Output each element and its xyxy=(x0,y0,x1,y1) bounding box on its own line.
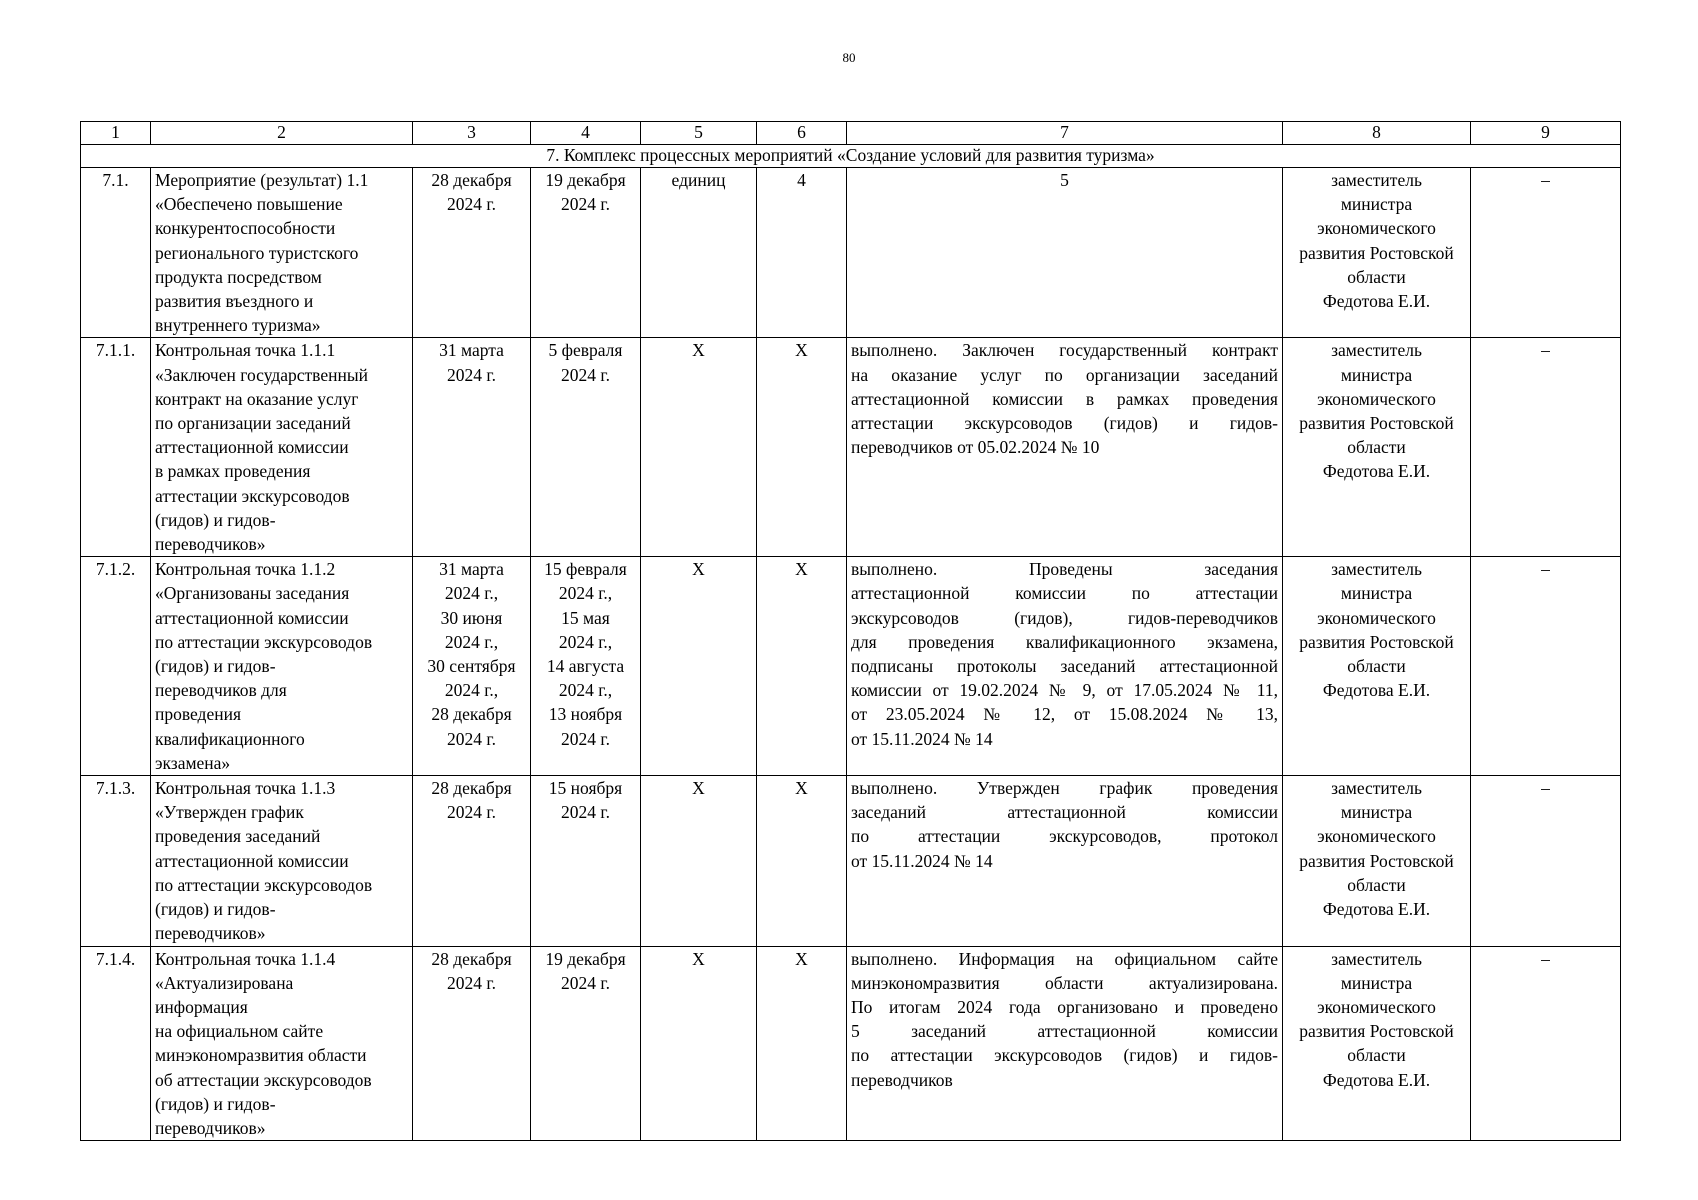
responsible-person-line: Федотова Е.И. xyxy=(1322,1069,1431,1090)
column-header: 6 xyxy=(757,122,847,145)
plan-date-line: 30 июня xyxy=(440,607,503,628)
result-text xyxy=(847,168,1283,338)
result-text-line: по аттестации экскурсоводов (гидов) и гидов- xyxy=(851,1045,1278,1066)
responsible-person-line: области xyxy=(1347,266,1406,287)
responsible-person-line: заместитель xyxy=(1331,948,1422,969)
event-name-line: аттестационной комиссии xyxy=(155,850,349,871)
result-text-line: для проведения квалификационного экзамена, xyxy=(851,631,1278,652)
plan-date xyxy=(413,557,531,776)
event-name-line: Контрольная точка 1.1.1 xyxy=(155,340,336,361)
report-table xyxy=(80,121,1621,1141)
plan-value: 4 xyxy=(757,168,847,338)
row-number: 7.1.2. xyxy=(81,557,151,776)
event-name-line: информация xyxy=(155,996,248,1017)
table-row xyxy=(81,946,1621,1141)
fact-date-line: 15 февраля xyxy=(544,559,627,580)
result-text-line: минэкономразвития области актуализирована. xyxy=(851,972,1278,993)
result-text-line: выполнено. Информация на официальном сайте xyxy=(851,948,1278,969)
event-name-line: продукта посредством xyxy=(155,266,322,287)
event-name-line: проведения заседаний xyxy=(155,826,321,847)
responsible-person xyxy=(1283,946,1471,1141)
result-text-line: от 23.05.2024 № 12, от 15.08.2024 № 13, xyxy=(851,704,1278,725)
event-name-line: «Организованы заседания xyxy=(155,583,350,604)
fact-date xyxy=(531,168,641,338)
fact-date-line: 2024 г. xyxy=(561,364,610,385)
event-name-line: (гидов) и гидов- xyxy=(155,509,276,530)
note-cell: – xyxy=(1471,946,1621,1141)
responsible-person-line: Федотова Е.И. xyxy=(1322,680,1431,701)
note-cell: – xyxy=(1471,168,1621,338)
result-text-line: экскурсоводов (гидов), гидов-переводчиков xyxy=(851,607,1278,628)
result-text-line: от 15.11.2024 № 14 xyxy=(851,850,993,871)
unit-cell: единиц xyxy=(641,168,757,338)
event-name-line: (гидов) и гидов- xyxy=(155,656,276,677)
plan-date-line: 2024 г. xyxy=(447,364,496,385)
event-name-line: конкурентоспособности xyxy=(155,218,336,239)
event-name-line: об аттестации экскурсоводов xyxy=(155,1069,372,1090)
responsible-person-line: экономического xyxy=(1317,218,1436,239)
responsible-person-line: заместитель xyxy=(1331,170,1422,190)
result-text-line: комиссии от 19.02.2024 № 9, от 17.05.2024 № 11, xyxy=(851,680,1278,701)
event-name-line: аттестации экскурсоводов xyxy=(155,485,350,506)
event-name-line: «Актуализирована xyxy=(155,972,294,993)
event-name-line: переводчиков» xyxy=(155,923,266,944)
event-name-line: переводчиков для xyxy=(155,680,287,701)
row-number: 7.1. xyxy=(81,168,151,338)
plan-date xyxy=(413,946,531,1141)
plan-date-line: 28 декабря xyxy=(431,948,512,969)
fact-date-line: 19 декабря xyxy=(545,948,626,969)
fact-date-line: 14 августа xyxy=(546,656,625,677)
row-number: 7.1.4. xyxy=(81,946,151,1141)
note-cell: – xyxy=(1471,338,1621,557)
responsible-person-line: области xyxy=(1347,437,1406,458)
event-name-line: проведения xyxy=(155,704,242,725)
event-name xyxy=(151,776,413,946)
row-number: 7.1.1. xyxy=(81,338,151,557)
column-number-row xyxy=(81,122,1621,145)
responsible-person-line: министра xyxy=(1340,802,1413,823)
column-header: 1 xyxy=(81,122,151,145)
plan-date-line: 28 декабря xyxy=(431,778,512,799)
plan-date-line: 2024 г. xyxy=(447,972,496,993)
section-row xyxy=(81,145,1621,168)
plan-value: X xyxy=(757,946,847,1141)
responsible-person xyxy=(1283,776,1471,946)
fact-date xyxy=(531,946,641,1141)
event-name xyxy=(151,338,413,557)
responsible-person-line: министра xyxy=(1340,972,1413,993)
responsible-person-line: министра xyxy=(1340,364,1413,385)
result-text-line: переводчиков xyxy=(851,1069,953,1090)
result-text-line: аттестации экскурсоводов (гидов) и гидов- xyxy=(851,413,1278,434)
fact-date-line: 2024 г., xyxy=(558,631,613,652)
plan-date-line: 31 марта xyxy=(439,340,504,361)
result-text-line: 5 заседаний аттестационной комиссии xyxy=(851,1021,1278,1042)
event-name-line: (гидов) и гидов- xyxy=(155,1093,276,1114)
responsible-person xyxy=(1283,168,1471,338)
plan-date-line: 2024 г. xyxy=(447,194,496,215)
fact-date-line: 5 февраля xyxy=(548,340,623,361)
unit-cell: X xyxy=(641,557,757,776)
event-name-line: по организации заседаний xyxy=(155,413,351,434)
event-name-line: в рамках проведения xyxy=(155,461,311,482)
responsible-person-line: области xyxy=(1347,874,1406,895)
responsible-person-line: экономического xyxy=(1317,826,1436,847)
responsible-person-line: развития Ростовской xyxy=(1299,413,1454,434)
event-name-line: (гидов) и гидов- xyxy=(155,899,276,920)
result-text-line: выполнено. Заключен государственный контракт xyxy=(851,340,1278,361)
responsible-person-line: Федотова Е.И. xyxy=(1322,461,1431,482)
fact-date xyxy=(531,338,641,557)
plan-date-line: 2024 г., xyxy=(444,583,499,604)
event-name xyxy=(151,168,413,338)
result-text-line: По итогам 2024 года организовано и проведено xyxy=(851,996,1278,1017)
result-text-line: на оказание услуг по организации заседаний xyxy=(851,364,1278,385)
column-header: 3 xyxy=(413,122,531,145)
result-text-line: 5 xyxy=(1060,170,1069,190)
event-name-line: Мероприятие (результат) 1.1 xyxy=(155,170,369,190)
page-number: 80 xyxy=(842,50,856,65)
plan-date-line: 2024 г., xyxy=(444,680,499,701)
table-row xyxy=(81,776,1621,946)
event-name-line: экзамена» xyxy=(155,752,231,773)
fact-date-line: 2024 г., xyxy=(558,680,613,701)
event-name xyxy=(151,946,413,1141)
responsible-person-line: Федотова Е.И. xyxy=(1322,899,1431,920)
note-cell: – xyxy=(1471,557,1621,776)
event-name-line: Контрольная точка 1.1.2 xyxy=(155,559,336,580)
responsible-person xyxy=(1283,557,1471,776)
result-text xyxy=(847,946,1283,1141)
event-name-line: по аттестации экскурсоводов xyxy=(155,874,373,895)
responsible-person-line: развития Ростовской xyxy=(1299,242,1454,263)
column-header: 5 xyxy=(641,122,757,145)
unit-cell: X xyxy=(641,338,757,557)
result-text xyxy=(847,776,1283,946)
responsible-person-line: развития Ростовской xyxy=(1299,850,1454,871)
event-name-line: переводчиков» xyxy=(155,1117,266,1138)
section-title: 7. Комплекс процессных мероприятий «Создание условий для развития туризма» xyxy=(81,145,1621,168)
fact-date-line: 2024 г., xyxy=(558,583,613,604)
plan-date-line: 2024 г. xyxy=(447,802,496,823)
plan-date xyxy=(413,168,531,338)
event-name-line: минэкономразвития области xyxy=(155,1045,367,1066)
result-text-line: аттестационной комиссии в рамках проведения xyxy=(851,388,1278,409)
unit-cell: X xyxy=(641,946,757,1141)
event-name-line: Контрольная точка 1.1.3 xyxy=(155,778,336,799)
responsible-person-line: министра xyxy=(1340,583,1413,604)
responsible-person xyxy=(1283,338,1471,557)
responsible-person-line: заместитель xyxy=(1331,340,1422,361)
column-header: 8 xyxy=(1283,122,1471,145)
event-name-line: по аттестации экскурсоводов xyxy=(155,631,373,652)
responsible-person-line: экономического xyxy=(1317,607,1436,628)
fact-date-line: 15 мая xyxy=(561,607,610,628)
result-text xyxy=(847,338,1283,557)
event-name-line: «Заключен государственный xyxy=(155,364,368,385)
result-text-line: от 15.11.2024 № 14 xyxy=(851,728,993,749)
table-row xyxy=(81,557,1621,776)
event-name-line: внутреннего туризма» xyxy=(155,315,321,336)
event-name-line: контракт на оказание услуг xyxy=(155,388,359,409)
responsible-person-line: экономического xyxy=(1317,996,1436,1017)
plan-date-line: 2024 г. xyxy=(447,728,496,749)
responsible-person-line: развития Ростовской xyxy=(1299,1021,1454,1042)
result-text xyxy=(847,557,1283,776)
plan-date xyxy=(413,776,531,946)
responsible-person-line: заместитель xyxy=(1331,778,1422,799)
event-name xyxy=(151,557,413,776)
fact-date-line: 2024 г. xyxy=(561,728,610,749)
row-number: 7.1.3. xyxy=(81,776,151,946)
table-row xyxy=(81,338,1621,557)
plan-value: X xyxy=(757,338,847,557)
column-header: 2 xyxy=(151,122,413,145)
fact-date xyxy=(531,557,641,776)
responsible-person-line: области xyxy=(1347,1045,1406,1066)
plan-date xyxy=(413,338,531,557)
event-name-line: квалификационного xyxy=(155,728,305,749)
result-text-line: переводчиков от 05.02.2024 № 10 xyxy=(851,437,1100,458)
plan-date-line: 2024 г., xyxy=(444,631,499,652)
table-row xyxy=(81,168,1621,338)
result-text-line: выполнено. Проведены заседания xyxy=(851,559,1278,580)
result-text-line: выполнено. Утвержден график проведения xyxy=(851,778,1278,799)
fact-date-line: 19 декабря xyxy=(545,170,626,190)
column-header: 7 xyxy=(847,122,1283,145)
event-name-line: аттестационной комиссии xyxy=(155,437,349,458)
event-name-line: переводчиков» xyxy=(155,534,266,555)
fact-date-line: 2024 г. xyxy=(561,194,610,215)
responsible-person-line: экономического xyxy=(1317,388,1436,409)
event-name-line: Контрольная точка 1.1.4 xyxy=(155,948,336,969)
event-name-line: аттестационной комиссии xyxy=(155,607,349,628)
fact-date-line: 13 ноября xyxy=(548,704,623,725)
responsible-person-line: заместитель xyxy=(1331,559,1422,580)
fact-date xyxy=(531,776,641,946)
note-cell: – xyxy=(1471,776,1621,946)
event-name-line: «Утвержден график xyxy=(155,802,304,823)
plan-value: X xyxy=(757,557,847,776)
column-header: 9 xyxy=(1471,122,1621,145)
unit-cell: X xyxy=(641,776,757,946)
fact-date-line: 15 ноября xyxy=(548,778,623,799)
responsible-person-line: министра xyxy=(1340,194,1413,215)
event-name-line: регионального туристского xyxy=(155,242,359,263)
result-text-line: аттестационной комиссии по аттестации xyxy=(851,583,1278,604)
result-text-line: по аттестации экскурсоводов, протокол xyxy=(851,826,1278,847)
event-name-line: на официальном сайте xyxy=(155,1021,324,1042)
event-name-line: «Обеспечено повышение xyxy=(155,194,343,215)
fact-date-line: 2024 г. xyxy=(561,972,610,993)
fact-date-line: 2024 г. xyxy=(561,802,610,823)
column-header: 4 xyxy=(531,122,641,145)
plan-date-line: 31 марта xyxy=(439,559,504,580)
plan-date-line: 28 декабря xyxy=(431,170,512,190)
result-text-line: подписаны протоколы заседаний аттестационной xyxy=(851,656,1278,677)
result-text-line: заседаний аттестационной комиссии xyxy=(851,802,1278,823)
event-name-line: развития въездного и xyxy=(155,291,314,312)
plan-date-line: 28 декабря xyxy=(431,704,512,725)
responsible-person-line: Федотова Е.И. xyxy=(1322,291,1431,312)
plan-date-line: 30 сентября xyxy=(427,656,516,677)
responsible-person-line: развития Ростовской xyxy=(1299,631,1454,652)
responsible-person-line: области xyxy=(1347,656,1406,677)
plan-value: X xyxy=(757,776,847,946)
